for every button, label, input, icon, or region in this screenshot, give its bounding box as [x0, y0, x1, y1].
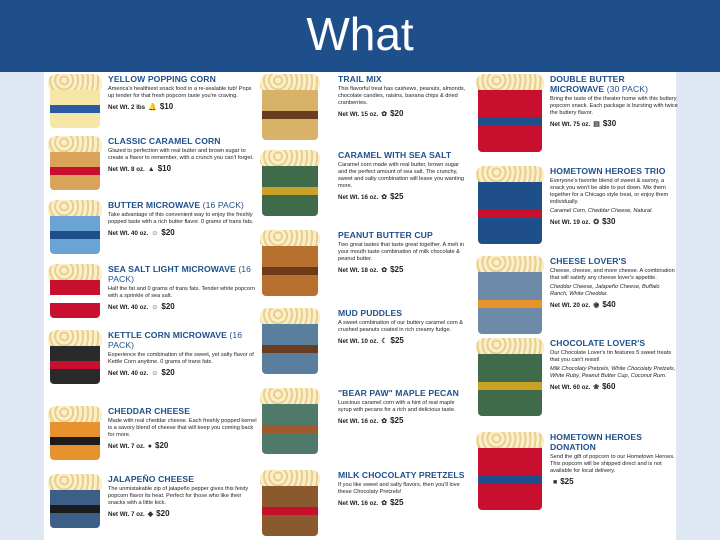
product-tin-band — [262, 507, 318, 515]
product-description: Everyone's favorite blend of sweet & savory, a snack you won't be able to put down. Mix them together for a Chicago style treat, or enjoy them individually. — [550, 178, 669, 205]
product-symbol-icon: ☺ — [151, 370, 159, 377]
product-name — [550, 74, 678, 94]
product-name — [108, 264, 258, 284]
product-info — [338, 150, 468, 201]
product-symbol-icon: ❀ — [593, 384, 600, 391]
popcorn-top — [48, 330, 102, 346]
product-name — [108, 200, 258, 210]
popcorn-top — [260, 388, 320, 404]
product-price: $25 — [390, 336, 404, 345]
product-image — [474, 432, 546, 512]
product-symbol-icon: ■ — [553, 479, 558, 486]
net-weight: Net Wt. 8 oz. — [108, 166, 145, 173]
product-symbol-icon: ✿ — [381, 418, 388, 425]
product-symbol-icon: ✿ — [381, 500, 388, 507]
product-info — [108, 74, 258, 111]
product-symbol-icon: ✿ — [381, 194, 388, 201]
product-net-weight-row — [108, 164, 258, 173]
product-image — [258, 150, 322, 218]
product-name-text: CHEDDAR CHEESE — [108, 406, 191, 416]
product-name-text: TRAIL MIX — [338, 74, 382, 84]
popcorn-top — [48, 264, 102, 280]
product-description: Take advantage of this convenient way to enjoy the freshly popped taste with a rich butter flavor. 0 grams of trans fats. — [108, 212, 254, 225]
popcorn-top — [260, 150, 320, 166]
product-net-weight-row — [108, 102, 258, 111]
product-flavors: Milk Chocolaty Pretzels, White Chocolaty Pretzels, White Ruby, Peanut Butter Cup, Coconut Rum. — [550, 366, 676, 379]
product-tin-band — [262, 345, 318, 353]
product-symbol-icon: ✿ — [381, 267, 388, 274]
product-info — [108, 200, 258, 237]
product-info — [550, 166, 678, 226]
product-image — [258, 74, 322, 142]
product-info — [338, 388, 468, 425]
popcorn-top — [476, 338, 544, 354]
product-tin-band — [478, 118, 542, 126]
product-name-text: JALAPEÑO CHEESE — [108, 474, 195, 484]
product-price: $30 — [602, 119, 617, 128]
product-net-weight-row — [550, 382, 678, 391]
product-tin-band — [50, 295, 100, 303]
product-pack-size: (16 PACK) — [108, 264, 252, 284]
net-weight: Net Wt. 40 oz. — [108, 304, 149, 311]
product-net-weight-row — [108, 368, 258, 377]
product-price: $25 — [390, 265, 404, 274]
product-tin-band — [478, 210, 542, 218]
product-name-text: HOMETOWN HEROES DONATION — [550, 432, 643, 452]
product-tin-band — [262, 187, 318, 195]
product-name — [108, 474, 258, 484]
product-name — [108, 406, 258, 416]
net-weight: Net Wt. 60 oz. — [550, 384, 591, 391]
popcorn-top — [48, 200, 102, 216]
product-name — [338, 74, 468, 84]
net-weight: Net Wt. 16 oz. — [338, 194, 379, 201]
product-price: $25 — [390, 416, 404, 425]
product-image — [258, 230, 322, 298]
popcorn-top — [48, 136, 102, 152]
product-symbol-icon: ▲ — [147, 166, 155, 173]
product-price: $20 — [390, 109, 404, 118]
popcorn-top — [260, 470, 320, 486]
popcorn-top — [476, 256, 544, 272]
product-symbol-icon: ✪ — [593, 219, 600, 226]
product-name — [550, 338, 678, 348]
product-image — [46, 74, 104, 130]
popcorn-top — [260, 308, 320, 324]
product-name-text: "BEAR PAW" MAPLE PECAN — [338, 388, 459, 398]
product-symbol-icon: 🔔 — [148, 104, 157, 111]
product-info — [338, 230, 468, 274]
product-name-text: CARAMEL WITH SEA SALT — [338, 150, 452, 160]
product-image — [46, 406, 104, 462]
product-price: $20 — [156, 509, 170, 518]
product-net-weight-row — [338, 109, 468, 118]
product-description: This flavorful treat has cashews, peanuts, almonds, chocolate candies, raisins, banana chips & dried cranberries. — [338, 86, 466, 106]
product-net-weight-row — [550, 477, 678, 486]
popcorn-top — [48, 406, 102, 422]
product-name — [108, 74, 258, 84]
product-symbol-icon: ◆ — [147, 511, 154, 518]
net-weight: Net Wt. 75 oz. — [550, 121, 591, 128]
popcorn-top — [476, 432, 544, 448]
product-description: America's healthiest snack food in a re-sealable tub! Pops up tender for that fresh popcorn taste you're craving. — [108, 86, 252, 99]
title-bar — [0, 0, 720, 72]
net-weight: Net Wt. 7 oz. — [108, 443, 145, 450]
product-pack-size: (30 PACK) — [606, 84, 649, 94]
product-image — [258, 388, 322, 456]
product-tin-band — [50, 505, 100, 513]
popcorn-top — [48, 474, 102, 490]
product-price: $20 — [155, 441, 169, 450]
product-price: $20 — [161, 302, 175, 311]
product-flavors: Cheddar Cheese, Jalapeño Cheese, Buffalo Ranch, White Cheddar. — [550, 284, 660, 297]
net-weight: Net Wt. 18 oz. — [338, 267, 379, 274]
product-tin-band — [262, 111, 318, 119]
product-net-weight-row — [550, 217, 678, 226]
product-info — [550, 432, 678, 486]
product-flavors: Caramel Corn, Cheddar Cheese, Natural. — [550, 208, 653, 214]
product-image — [46, 474, 104, 530]
popcorn-top — [476, 166, 544, 182]
popcorn-top — [260, 74, 320, 90]
product-info — [550, 256, 678, 309]
product-tin-band — [262, 267, 318, 275]
product-name — [338, 470, 468, 480]
product-name — [550, 432, 678, 452]
product-tin-band — [478, 476, 542, 484]
net-weight: Net Wt. 40 oz. — [108, 370, 149, 377]
product-info — [108, 136, 258, 173]
popcorn-top — [48, 74, 102, 90]
product-description: If you like sweet and salty flavors, then you'll love these Chocolaty Pretzels! — [338, 482, 460, 495]
product-name — [108, 136, 258, 146]
product-name — [550, 166, 678, 176]
product-image — [258, 470, 322, 538]
product-symbol-icon: ☺ — [151, 230, 159, 237]
net-weight: Net Wt. 10 oz. — [338, 338, 379, 345]
product-name — [338, 230, 468, 240]
net-weight: Net Wt. 2 lbs — [108, 104, 146, 111]
product-price: $30 — [602, 217, 616, 226]
product-symbol-icon: ◉ — [593, 302, 600, 309]
product-name — [338, 388, 468, 398]
product-tin-band — [50, 105, 100, 113]
product-image — [474, 338, 546, 418]
product-price: $40 — [602, 300, 616, 309]
product-name-text: SEA SALT LIGHT MICROWAVE — [108, 264, 236, 274]
product-description: Two great tastes that taste great together. A melt in your mouth taste combination of milk chocolate & peanut butter. — [338, 242, 464, 262]
product-name — [550, 256, 678, 266]
product-name-text: CHEESE LOVER'S — [550, 256, 627, 266]
product-name-text: CHOCOLATE LOVER'S — [550, 338, 646, 348]
product-price: $20 — [161, 228, 175, 237]
net-weight: Net Wt. 7 oz. — [108, 511, 145, 518]
product-tin-band — [478, 300, 542, 308]
product-net-weight-row — [338, 498, 468, 507]
product-tin-band — [262, 425, 318, 433]
product-catalog — [44, 72, 676, 540]
product-price: $10 — [159, 102, 174, 111]
product-description: Caramel corn made with real butter, brown sugar and the perfect amount of sea salt. The crunchy, sweet and salty combination will leave you wanting more. — [338, 162, 464, 189]
product-description: Made with real cheddar cheese. Each freshly popped kernel is a savory blend of cheese that will keep you coming back for more. — [108, 418, 257, 438]
product-tin-band — [50, 167, 100, 175]
product-symbol-icon: ● — [147, 443, 153, 450]
product-pack-size: (16 PACK) — [202, 200, 244, 210]
product-net-weight-row — [338, 265, 468, 274]
product-description: Cheese, cheese, and more cheese. A combination that will satisfy any cheese lover's appetite. — [550, 268, 675, 281]
product-name-text: CLASSIC CARAMEL CORN — [108, 136, 221, 146]
product-price: $25 — [390, 192, 404, 201]
product-info — [108, 406, 258, 450]
popcorn-top — [260, 230, 320, 246]
product-price: $10 — [157, 164, 172, 173]
product-name — [338, 308, 468, 318]
product-net-weight-row — [108, 509, 258, 518]
product-info — [338, 308, 468, 345]
product-name — [338, 150, 468, 160]
product-name-text: BUTTER MICROWAVE — [108, 200, 201, 210]
popcorn-top — [476, 74, 544, 90]
product-net-weight-row — [108, 302, 258, 311]
product-net-weight-row — [550, 119, 678, 128]
slide-title: What — [306, 8, 414, 60]
product-name — [108, 330, 258, 350]
product-description: Bring the taste of the theater home with this buttery popcorn snack. Each package is bursting with twice the buttery flavor. — [550, 96, 678, 116]
net-weight: Net Wt. 20 oz. — [550, 302, 591, 309]
product-symbol-icon: ✿ — [381, 111, 388, 118]
product-price: $60 — [602, 382, 616, 391]
product-image — [46, 200, 104, 256]
product-net-weight-row — [108, 228, 258, 237]
product-info — [550, 338, 678, 391]
product-info — [108, 474, 258, 518]
net-weight: Net Wt. 15 oz. — [338, 111, 379, 118]
product-price: $25 — [390, 498, 404, 507]
product-image — [474, 166, 546, 246]
product-image — [474, 74, 546, 154]
right-margin — [676, 72, 720, 540]
product-pack-size: (16 PACK) — [108, 330, 243, 350]
product-info — [338, 74, 468, 118]
product-tin-band — [50, 231, 100, 239]
product-description: Half the fat and 0 grams of trans fats. Tender white popcorn with a sprinkle of sea salt. — [108, 286, 255, 299]
product-description: Send the gift of popcorn to our Hometown Heroes. This popcorn will be shipped direct and is not available for local delivery. — [550, 454, 675, 474]
product-image — [46, 330, 104, 386]
product-description: Experience the combination of the sweet, yet salty flavor of Kettle Corn anytime. 0 grams of trans fats. — [108, 352, 254, 365]
product-price: $20 — [161, 368, 175, 377]
product-net-weight-row — [108, 441, 258, 450]
product-image — [46, 264, 104, 320]
product-info — [108, 264, 258, 311]
product-net-weight-row — [550, 300, 678, 309]
product-info — [338, 470, 468, 507]
product-image — [258, 308, 322, 376]
product-description: Our Chocolate Lover's tin features 5 sweet treats that you can't resist! — [550, 350, 672, 363]
product-tin-band — [50, 361, 100, 369]
net-weight: Net Wt. 19 oz. — [550, 219, 591, 226]
product-tin-band — [478, 382, 542, 390]
product-symbol-icon: ▤ — [593, 121, 600, 128]
product-price: $25 — [560, 477, 574, 486]
product-tin-band — [50, 437, 100, 445]
product-image — [46, 136, 104, 192]
product-name-text: KETTLE CORN MICROWAVE — [108, 330, 227, 340]
product-description: The unmistakable zip of jalapeño pepper gives this feisty popcorn flavor its heat. Perfect for those who like their snacks with a little kick. — [108, 486, 249, 506]
product-symbol-icon: ☺ — [151, 304, 159, 311]
product-name-text: DOUBLE BUTTER MICROWAVE — [550, 74, 625, 94]
product-info — [550, 74, 678, 128]
product-description: Glazed to perfection with real butter and brown sugar to create a flavor to remember, with a crunch you can't forget. — [108, 148, 254, 161]
product-name-text: PEANUT BUTTER CUP — [338, 230, 433, 240]
net-weight: Net Wt. 16 oz. — [338, 500, 379, 507]
product-description: A sweet combination of our buttery caramel corn & crushed peanuts coated in rich creamy fudge. — [338, 320, 463, 333]
product-image — [474, 256, 546, 336]
product-name-text: HOMETOWN HEROES TRIO — [550, 166, 666, 176]
product-symbol-icon: ☾ — [381, 338, 388, 345]
net-weight: Net Wt. 40 oz. — [108, 230, 149, 237]
net-weight: Net Wt. 16 oz. — [338, 418, 379, 425]
product-net-weight-row — [338, 416, 468, 425]
product-net-weight-row — [338, 336, 468, 345]
product-name-text: MUD PUDDLES — [338, 308, 403, 318]
product-description: Luscious caramel corn with a hint of real maple syrup with pecans for a rich and delicious taste. — [338, 400, 456, 413]
product-info — [108, 330, 258, 377]
product-net-weight-row — [338, 192, 468, 201]
product-name-text: MILK CHOCOLATY PRETZELS — [338, 470, 465, 480]
product-name-text: YELLOW POPPING CORN — [108, 74, 216, 84]
left-margin — [0, 72, 44, 540]
